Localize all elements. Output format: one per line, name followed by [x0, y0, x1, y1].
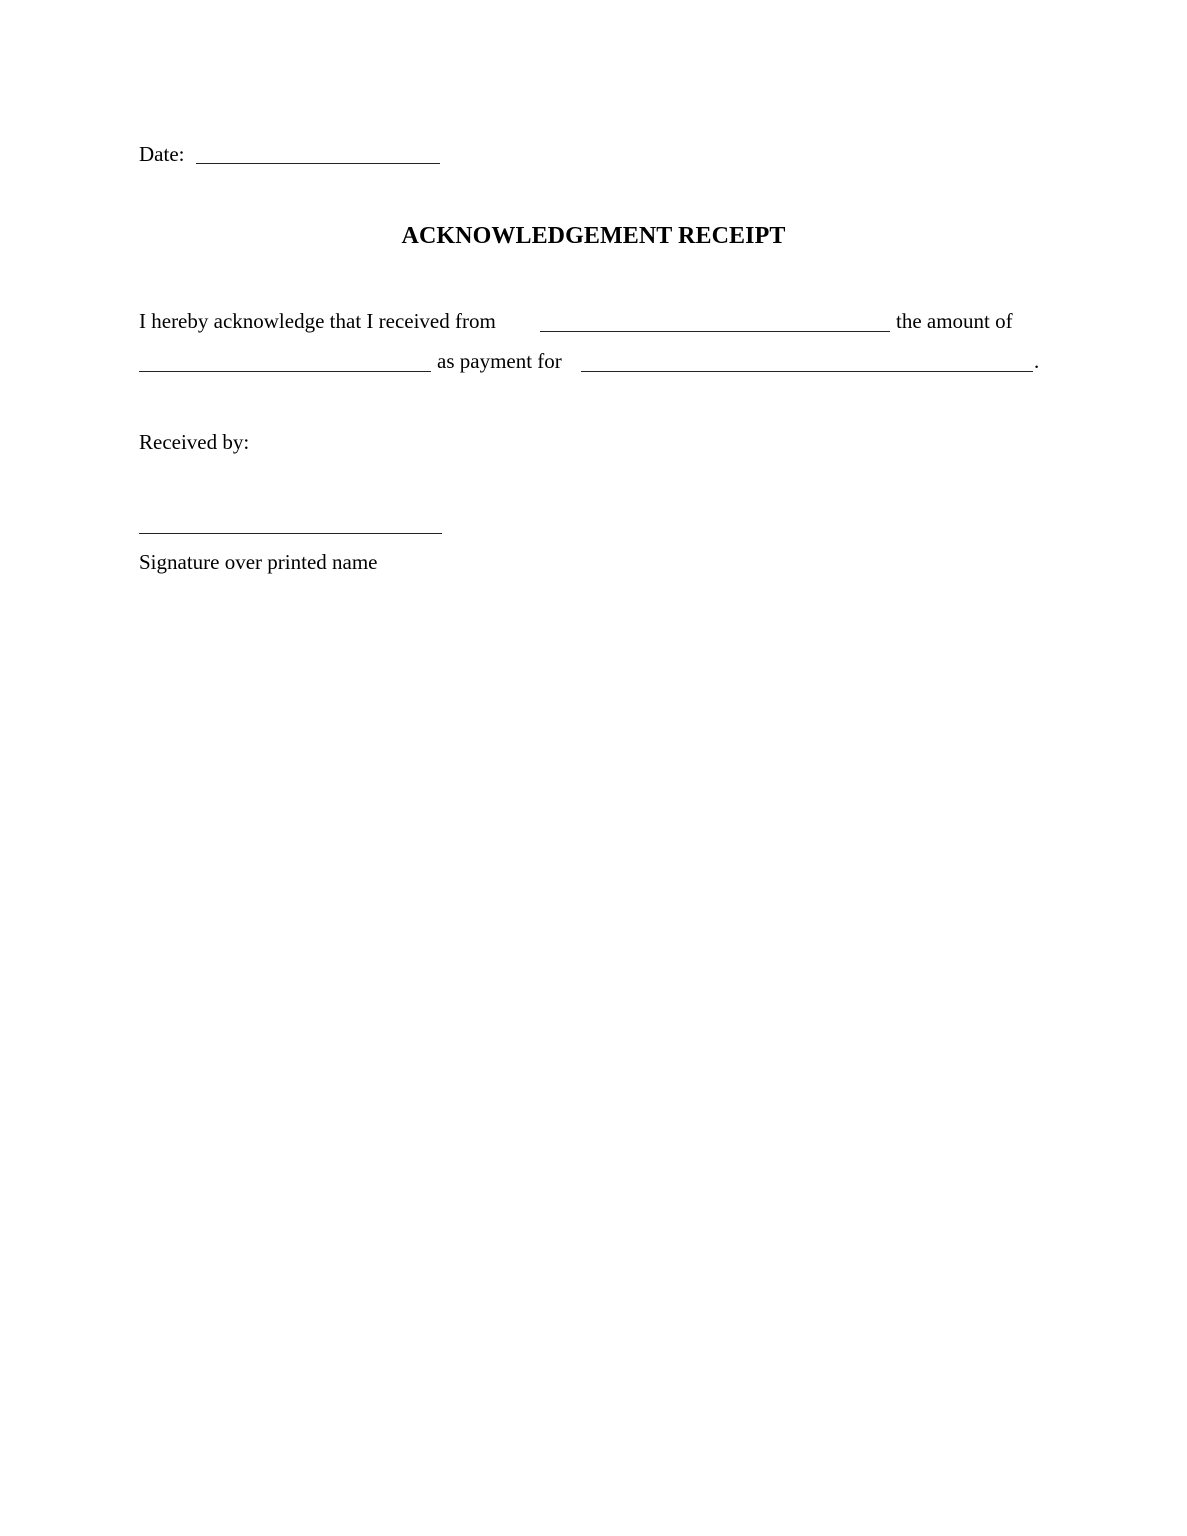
date-label: Date:: [139, 142, 185, 166]
amount-of-text: the amount of: [896, 309, 1013, 333]
sentence-period: .: [1034, 349, 1040, 373]
signature-field[interactable]: [139, 533, 442, 534]
payment-for-text: as payment for: [437, 349, 562, 373]
received-from-text: I hereby acknowledge that I received from: [139, 309, 496, 333]
received-by-label: Received by:: [139, 430, 250, 454]
amount-field[interactable]: [139, 371, 431, 372]
date-field[interactable]: [196, 163, 440, 164]
payment-purpose-field[interactable]: [581, 371, 1033, 372]
document-title: ACKNOWLEDGEMENT RECEIPT: [401, 223, 786, 249]
signature-caption: Signature over printed name: [139, 550, 378, 574]
payer-name-field[interactable]: [540, 331, 890, 332]
